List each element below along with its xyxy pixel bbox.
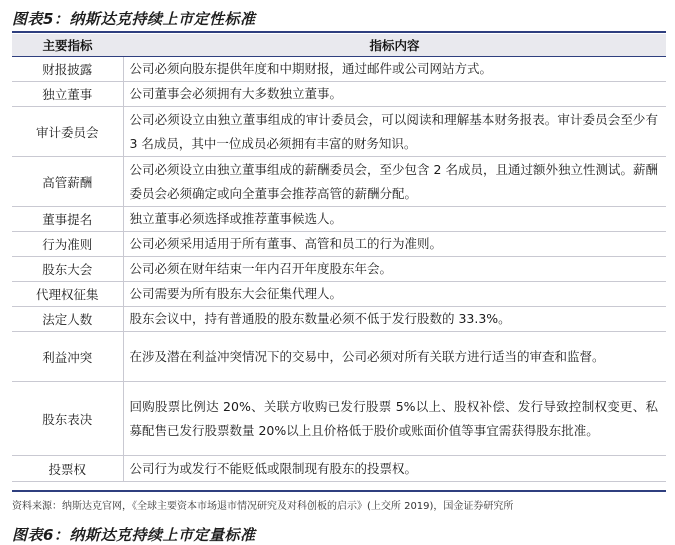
row-name: 审计委员会 [12, 107, 123, 157]
row-content: 公司必须在财年结束一年内召开年度股东年会。 [123, 257, 666, 282]
table-row [12, 257, 666, 282]
figure-title: 图表5：纳斯达克持续上市定性标准 [12, 10, 256, 28]
table-header-row [12, 34, 666, 57]
row-content: 公司需要为所有股东大会征集代理人。 [123, 282, 666, 307]
row-content: 回购股票比例达 20%、关联方收购已发行股票 5%以上、股权补偿、发行导致控制权变更、私募配售已发行股票数量 20%以上且价格低于股价或账面价值等事宜需获得股东批准。 [123, 382, 666, 456]
row-name: 利益冲突 [12, 332, 123, 382]
row-content: 公司必须向股东提供年度和中期财报，通过邮件或公司网站方式。 [123, 57, 666, 82]
row-name: 财报披露 [12, 57, 123, 82]
row-content: 在涉及潜在利益冲突情况下的交易中，公司必须对所有关联方进行适当的审查和监督。 [123, 332, 666, 382]
header-content: 指标内容 [123, 34, 666, 57]
title-rule [12, 31, 666, 33]
header-indicator: 主要指标 [12, 34, 123, 57]
row-content: 公司董事会必须拥有大多数独立董事。 [123, 82, 666, 107]
table-row [12, 57, 666, 82]
row-content: 公司必须设立由独立董事组成的薪酬委员会，至少包含 2 名成员，且通过额外独立性测试。薪酬委员会必须确定或向全董事会推荐高管的薪酬分配。 [123, 157, 666, 207]
row-name: 高管薪酬 [12, 157, 123, 207]
table-row [12, 382, 666, 456]
row-name: 股东表决 [12, 382, 123, 456]
row-content: 股东会议中，持有普通股的股东数量必须不低于发行股数的 33.3%。 [123, 307, 666, 332]
row-content: 公司必须采用适用于所有董事、高管和员工的行为准则。 [123, 232, 666, 257]
row-name: 投票权 [12, 456, 123, 482]
table-row [12, 307, 666, 332]
table-row [12, 82, 666, 107]
table-row [12, 456, 666, 482]
row-name: 独立董事 [12, 82, 123, 107]
table-row [12, 332, 666, 382]
row-name: 法定人数 [12, 307, 123, 332]
row-content: 公司行为或发行不能贬低或限制现有股东的投票权。 [123, 456, 666, 482]
row-name: 董事提名 [12, 207, 123, 232]
table-row [12, 232, 666, 257]
row-content: 独立董事必须选择或推荐董事候选人。 [123, 207, 666, 232]
source-note: 资料来源：纳斯达克官网，《全球主要资本市场退市情况研究及对科创板的启示》(上交所 2019)，国金证券研究所 [12, 501, 514, 512]
row-content: 公司必须设立由独立董事组成的审计委员会，可以阅读和理解基本财务报表。审计委员会至少有 3 名成员，其中一位成员必须拥有丰富的财务知识。 [123, 107, 666, 157]
row-name: 行为准则 [12, 232, 123, 257]
table-row [12, 282, 666, 307]
table-row [12, 207, 666, 232]
row-name: 股东大会 [12, 257, 123, 282]
table-row [12, 107, 666, 157]
table-row [12, 157, 666, 207]
criteria-table [12, 34, 666, 482]
table-bottom-rule [12, 490, 666, 492]
next-figure-title: 图表6：纳斯达克持续上市定量标准 [12, 526, 256, 544]
row-name: 代理权征集 [12, 282, 123, 307]
